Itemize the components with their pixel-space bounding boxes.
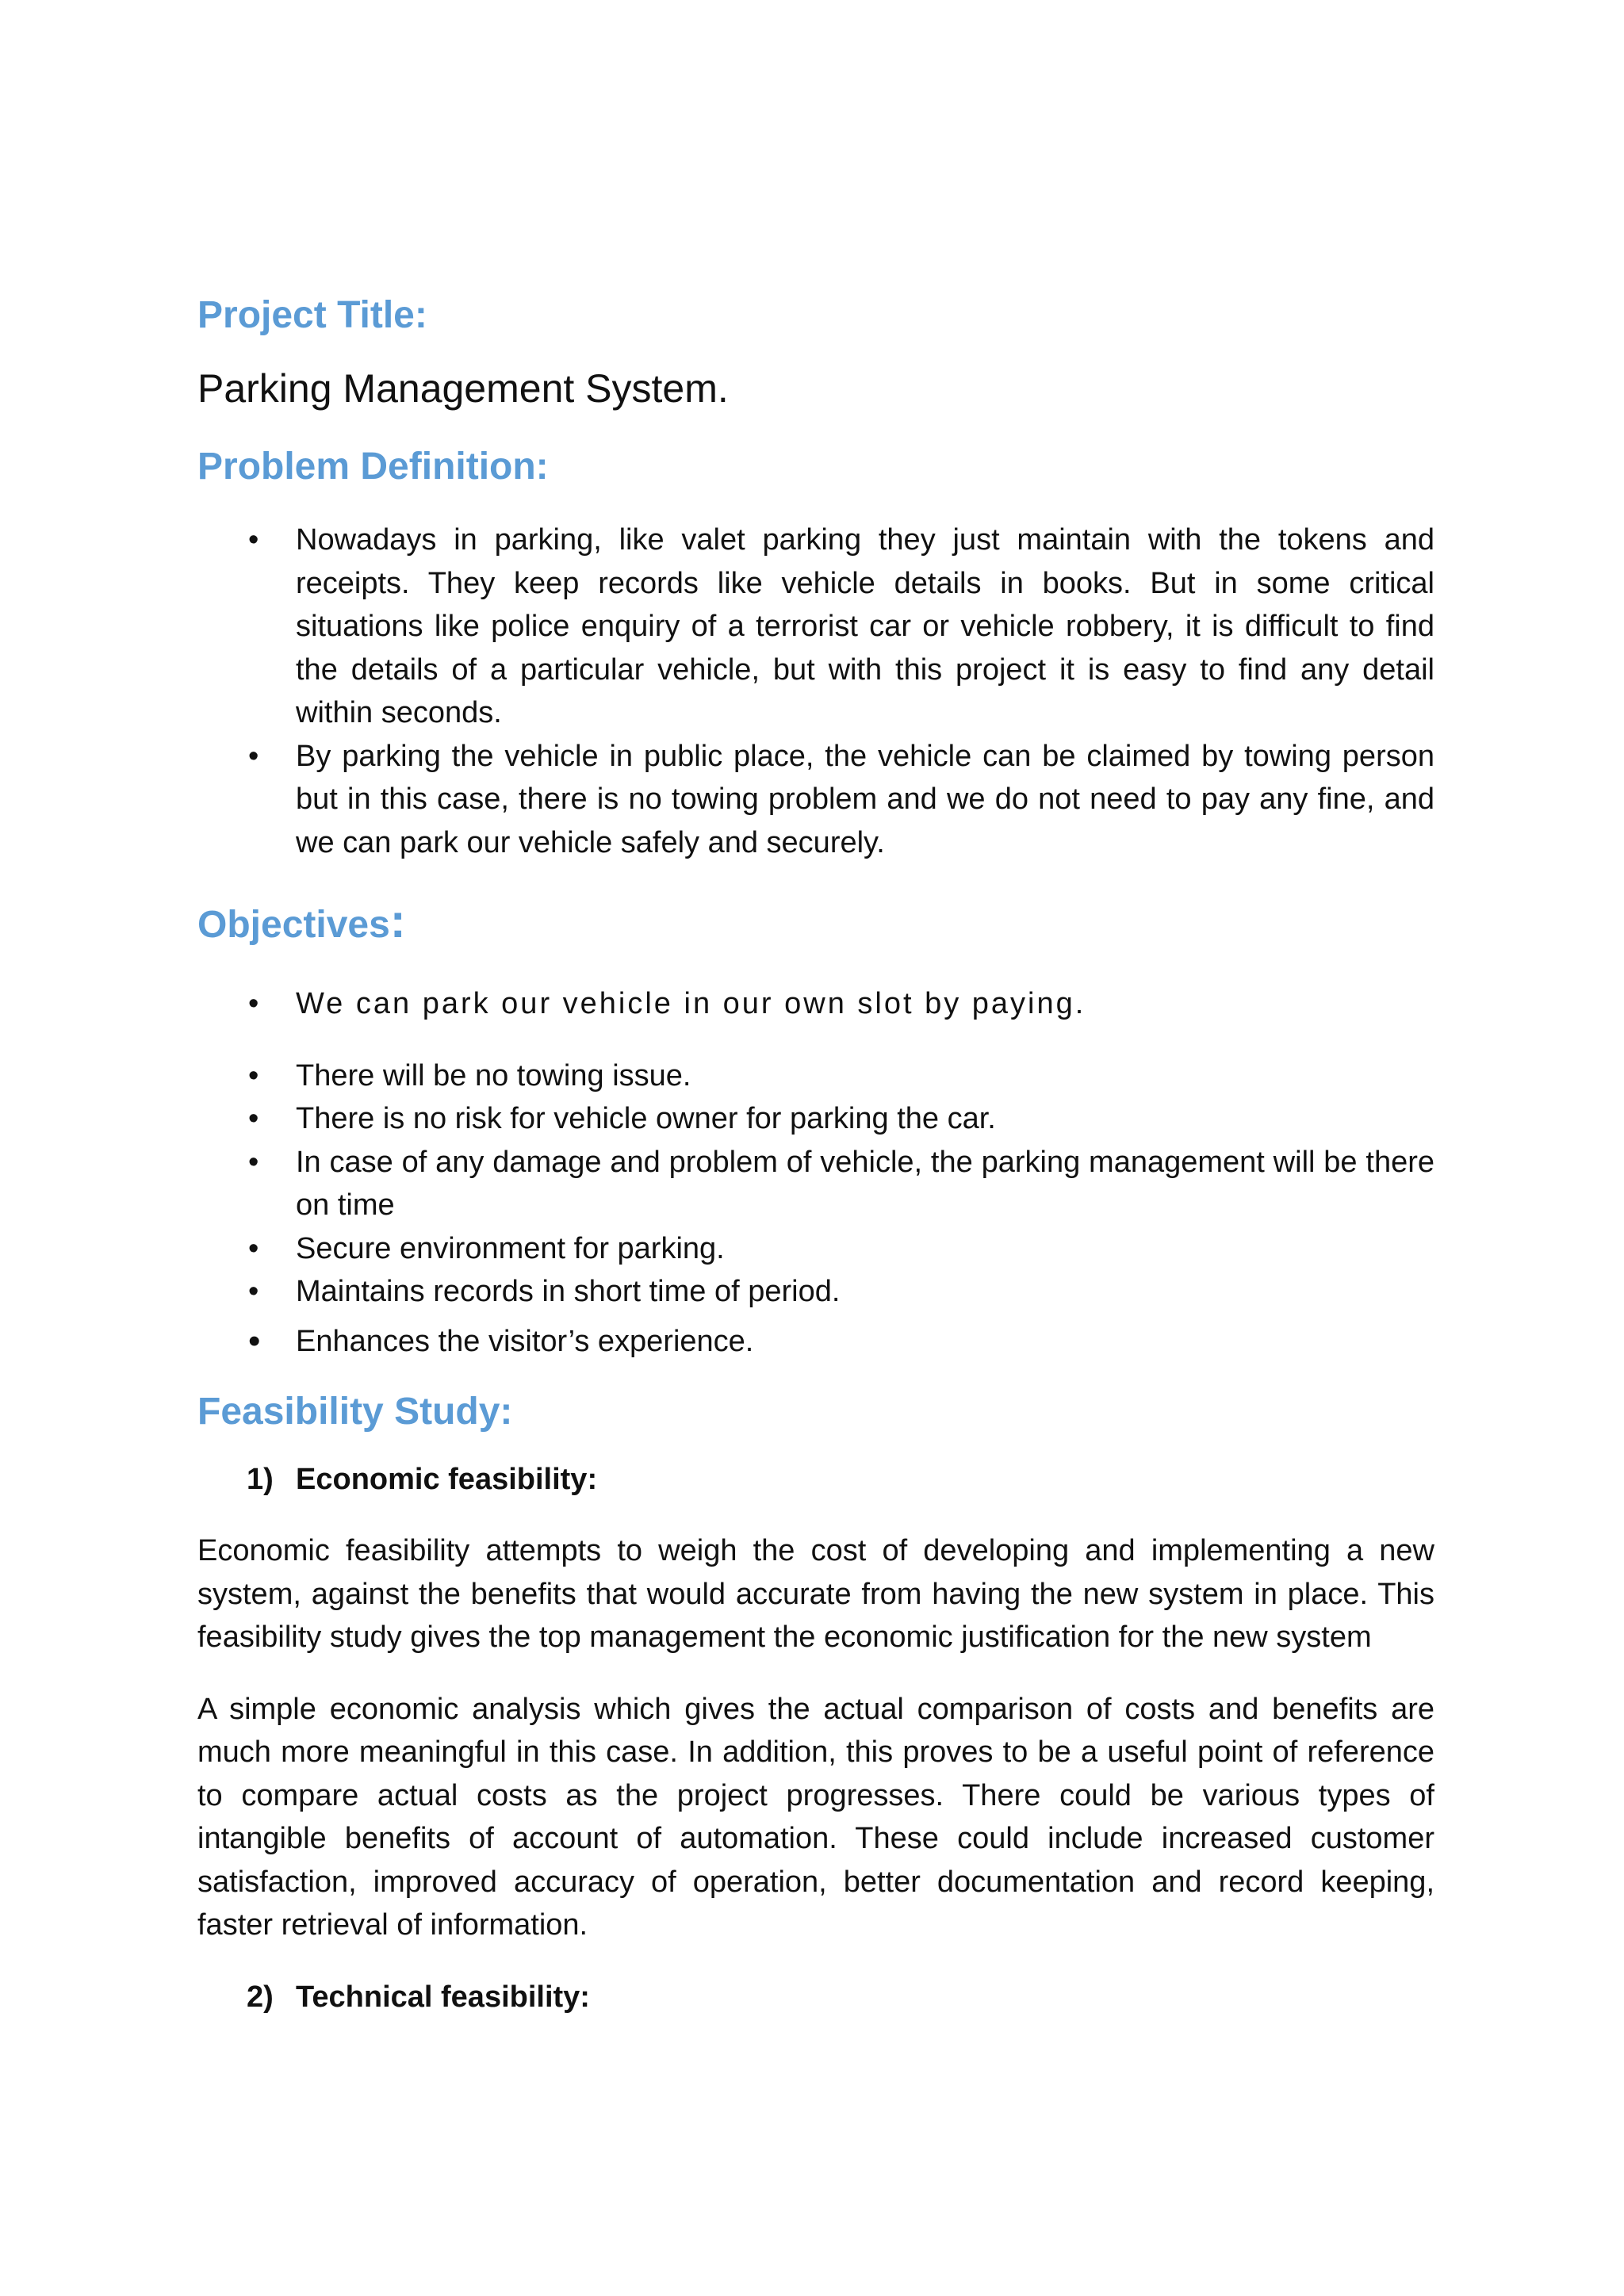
feasibility-study-heading: Feasibility Study:	[197, 1391, 513, 1433]
list-item-text: In case of any damage and problem of vehicle, the parking management will be there on time	[296, 1145, 1434, 1222]
list-item	[197, 1227, 1434, 1271]
list-item	[197, 1054, 1434, 1098]
list-item-text: There is no risk for vehicle owner for parking the car.	[296, 1102, 996, 1135]
bullet-icon: •	[248, 1145, 259, 1179]
list-item	[197, 519, 1434, 735]
bullet-icon: •	[248, 1102, 259, 1135]
list-item-text: By parking the vehicle in public place, the vehicle can be claimed by towing person but in this case, there is no towing problem and we do not need to pay any fine, and we can park our vehicle safely and securely.	[296, 739, 1434, 859]
list-item	[197, 1320, 1434, 1364]
bullet-icon: •	[248, 1058, 259, 1093]
list-item	[197, 1976, 1434, 2019]
objectives-list	[197, 982, 1434, 1363]
list-item	[197, 1097, 1434, 1141]
item-number: 2)	[247, 1980, 274, 2014]
bullet-icon: •	[248, 1321, 261, 1360]
problem-definition-heading: Problem Definition:	[197, 446, 549, 488]
list-item-text: Nowadays in parking, like valet parking they just maintain with the tokens and receipts. They keep records like vehicle details in books. But in some critical situations like police enquiry of a terrorist car or vehicle robbery, it is difficult to find the details of a particular vehicle, but with this project it is easy to find any detail within seconds.	[296, 523, 1434, 729]
list-item-text: We can park our vehicle in our own slot by paying.	[296, 987, 1086, 1020]
list-item	[197, 735, 1434, 865]
project-title: Parking Management System.	[197, 366, 729, 411]
bullet-icon: •	[248, 1275, 259, 1308]
economic-feasibility-subheading	[197, 1458, 1434, 1501]
list-item-text: There will be no towing issue.	[296, 1058, 691, 1093]
project-title-heading: Project Title:	[197, 294, 427, 336]
subheading-text: Economic feasibility:	[296, 1463, 598, 1496]
technical-feasibility-subheading	[197, 1976, 1434, 2019]
bullet-icon: •	[248, 1231, 259, 1265]
list-item	[197, 1270, 1434, 1314]
objectives-heading-colon: :	[389, 894, 406, 947]
objectives-heading-text: Objectives	[197, 904, 390, 946]
list-item-text: Enhances the visitor’s experience.	[296, 1324, 754, 1358]
list-item-text: Secure environment for parking.	[296, 1231, 725, 1265]
list-item-text: Maintains records in short time of period.	[296, 1275, 841, 1308]
bullet-icon: •	[248, 739, 259, 773]
economic-paragraph-2: A simple economic analysis which gives the actual comparison of costs and benefits are much more meaningful in this case. In addition, this proves to be a useful point of reference to compare actual costs as the project progresses. There could be various types of intangible benefits of account of automation. These could include increased customer satisfaction, improved accuracy of operation, better documentation and record keeping, faster retrieval of information.	[197, 1692, 1434, 1942]
list-item	[197, 1458, 1434, 1501]
item-number: 1)	[247, 1463, 274, 1496]
list-item	[197, 982, 1434, 1026]
problem-list	[197, 519, 1434, 864]
economic-paragraph-1: Economic feasibility attempts to weigh the cost of developing and implementing a new system, against the benefits that would accurate from having the new system in place. This feasibility study gives the top management the economic justification for the new system	[197, 1534, 1434, 1654]
objectives-heading	[197, 894, 1434, 947]
list-item	[197, 1141, 1434, 1227]
bullet-icon: •	[248, 987, 259, 1020]
subheading-text: Technical feasibility:	[296, 1980, 590, 2014]
document-content	[197, 293, 1434, 2019]
bullet-icon: •	[248, 523, 259, 557]
